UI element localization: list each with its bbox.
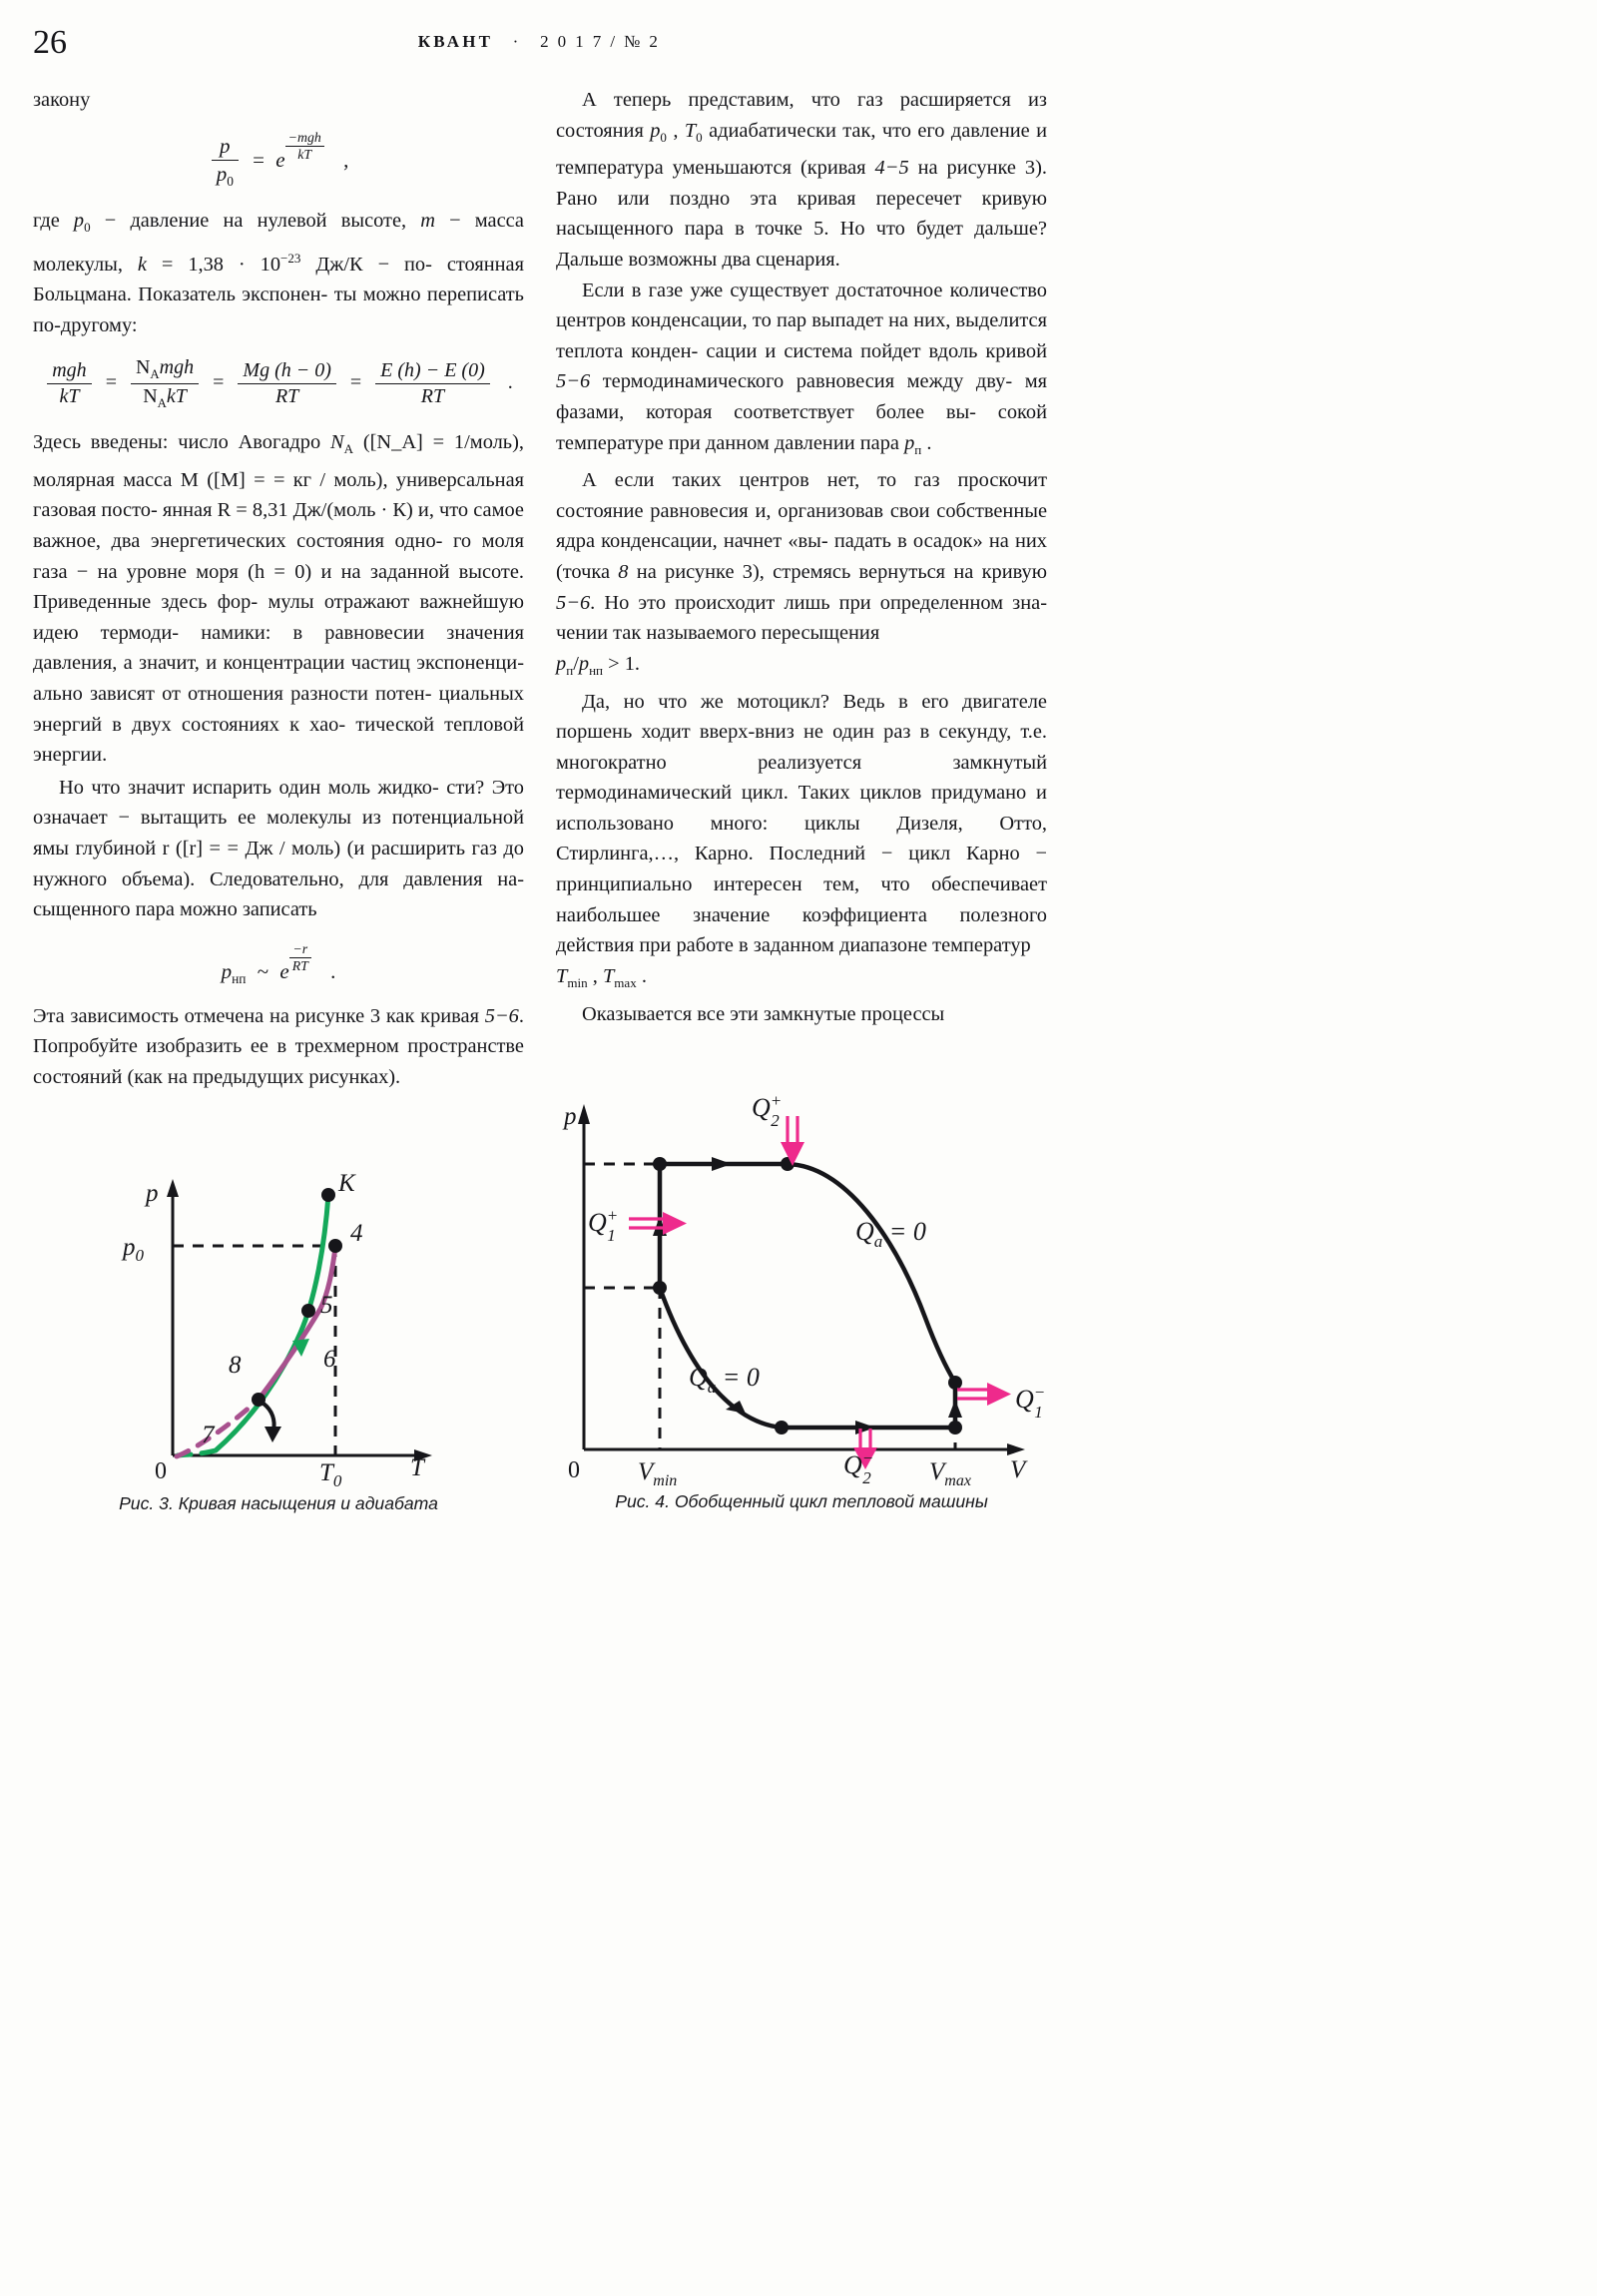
fig4-axis-y-label: p: [564, 1103, 577, 1130]
fig3-label-4: 4: [350, 1220, 363, 1247]
r4-T2: T: [602, 964, 615, 987]
r1-l1: А теперь представим, что газ расширяется: [582, 89, 1011, 111]
p2-l5: важное, два энергетических состояния одно-: [33, 529, 443, 552]
paragraph-avogadro: [33, 427, 524, 771]
fig3-label-K: K: [338, 1170, 355, 1197]
r3-l7: чении так называемого пересыщения: [556, 622, 880, 645]
r2-l7: сокой температуре при данном давлении: [556, 401, 1047, 454]
lead-word: закону: [33, 89, 91, 111]
masthead-dot: ·: [512, 32, 521, 51]
r1-l4b: на рисунке 3). Рано или поздно: [556, 157, 1047, 210]
p1-c: − масса молекулы,: [33, 209, 524, 276]
f2-eq1: =: [105, 371, 117, 394]
formula1-exp-sign: −: [287, 129, 297, 145]
r4-l3: раз в секунду, т.е. многократно реализуется: [556, 721, 1047, 774]
f3-exp-den: RT: [291, 957, 308, 973]
p3-l6: сыщенного пара можно записать: [33, 898, 317, 921]
f2-t4-den: RT: [420, 385, 445, 408]
p2-l13: тической тепловой энергии.: [33, 713, 524, 767]
figure-4-svg: [556, 1088, 1047, 1489]
r4-l6: циклы Дизеля, Отто, Стирлинга,…, Карно.: [556, 812, 1047, 865]
p1-p0-sub: 0: [84, 219, 91, 235]
r5-l1: Оказывается все эти замкнутые процессы: [582, 1002, 945, 1025]
fig4-arrow-isochore-down: [948, 1400, 962, 1418]
fig4-vertex-5: [948, 1421, 962, 1435]
fig3-tick-x-label: $T_0$: [319, 1459, 342, 1490]
r2-p: p: [904, 431, 915, 454]
r4-l2: двигателе поршень ходит вверх-вниз не один: [556, 690, 1047, 744]
p3-l5: объема). Следовательно, для давления на-: [121, 867, 524, 890]
p3-l1: Но что значит испарить один моль жидко-: [59, 776, 439, 799]
p2-l12: циальных энергий в двух состояниях к хао-: [33, 682, 524, 736]
paragraph-evaporation: [33, 773, 524, 925]
formula1-den-sub: 0: [227, 173, 234, 189]
fig4-arrow-isobar-left: [855, 1421, 875, 1435]
r3-l6: это происходит лишь при определенном зна-: [638, 591, 1047, 614]
r1-l2a: из состояния: [556, 89, 1047, 142]
r4-l5: циклов придумано и использовано много:: [556, 782, 1047, 835]
r2-l6: мя фазами, которая соответствует более вы-: [556, 370, 1047, 424]
p2-l8: мулы отражают важнейшую идею термоди-: [33, 591, 525, 644]
r1-l2b: ,: [666, 119, 685, 142]
fig4-adiabat-expansion: [788, 1164, 955, 1383]
paragraph-figure3-ref: [33, 1001, 524, 1093]
r1-p0-sub: 0: [660, 129, 667, 145]
p1-a: где: [33, 209, 74, 232]
r2-l4it: 5−6: [556, 370, 591, 393]
fig4-heat-arrow-q1minus: [957, 1383, 1011, 1406]
formula1-comma: ,: [343, 147, 349, 172]
right-column: [556, 85, 1047, 1029]
fig3-point-8: [252, 1393, 266, 1407]
r3-slash: /: [573, 652, 579, 675]
p1-exp: −23: [280, 250, 301, 266]
fig3-label-8: 8: [229, 1352, 242, 1379]
fig3-y-arrowhead: [167, 1179, 179, 1197]
p1-g: ты можно переписать по-другому:: [33, 283, 524, 336]
r2-l1: Если в газе уже существует достаточное: [582, 279, 943, 301]
document-page: [0, 0, 1078, 1550]
r3-l4a: падать в осадок» на них (точка: [556, 530, 1047, 584]
p2-l10: значит, и концентрации частиц экспоненци-: [139, 652, 525, 675]
r1-l6: пара в точке 5. Но что будет дальше? Дальше: [556, 218, 1047, 272]
r3-s2: нп: [589, 662, 604, 678]
f3-p: p: [221, 958, 233, 983]
p2-l3: = кг / моль), универсальная газовая посто-: [33, 468, 524, 522]
fig4-y-arrowhead: [578, 1104, 590, 1124]
p1-d: = 1,38 · 10: [146, 253, 281, 276]
r3-p1: p: [556, 652, 567, 675]
f2-t2-NA-sub: A: [150, 367, 160, 382]
f2-t2-NA: N: [135, 356, 151, 379]
p2-l4: янная R = 8,31 Дж/(моль · К) и, что самое: [162, 499, 524, 522]
paragraph-condensation-centers: [556, 276, 1047, 466]
f3-exp-sign: −: [292, 940, 302, 956]
r2-l2: количество центров конденсации, то пар: [556, 279, 1047, 332]
p2-NA: N: [329, 431, 344, 454]
formula-saturated-vapor: [33, 941, 524, 987]
r4-s2: max: [614, 974, 637, 990]
p2-l7: заданной высоте. Приведенные здесь фор-: [33, 560, 524, 614]
p2-l9: намики: в равновесии значения давления, а: [33, 621, 524, 675]
p4-l2a: кривая: [420, 1004, 485, 1027]
p2-l2: ([N_A] = 1/моль), молярная масса М ([М] =: [33, 431, 524, 491]
masthead-title: КВАНТ: [417, 32, 494, 51]
formula1-base: e: [275, 147, 285, 172]
paragraph-boltzmann: [33, 206, 524, 340]
f2-t1-num: mgh: [47, 359, 91, 384]
fig3-label-6: 6: [323, 1346, 336, 1373]
page-header: [0, 18, 1078, 62]
fig3-transition-arc: [264, 1404, 274, 1431]
p1-f: стоянная Больцмана. Показатель экспонен-: [33, 253, 524, 305]
f3-exp-num: r: [301, 940, 308, 956]
f2-t2-den-NA-sub: A: [157, 396, 167, 411]
f3-base: e: [279, 958, 289, 983]
r1-T0: T: [684, 119, 697, 142]
fig3-label-7: 7: [202, 1422, 215, 1448]
fig4-origin-label: 0: [568, 1457, 580, 1483]
formula-exponent-chain: [33, 356, 524, 411]
paragraph-cycles: [556, 687, 1047, 999]
fig3-origin-label: 0: [155, 1458, 167, 1484]
r3-l3: собственные ядра конденсации, начнет «вы-: [556, 499, 1047, 553]
figure-3-svg: [33, 1161, 524, 1490]
fig4-tick-vmax: $V_{max}$: [929, 1458, 971, 1489]
f2-t3-den: RT: [274, 385, 299, 408]
f2-period: .: [507, 371, 513, 394]
p1-p0: p: [73, 209, 85, 232]
p1-b: − давление на нулевой высоте,: [90, 209, 421, 232]
r2-p-sub: п: [914, 441, 922, 457]
fig4-label-qa-bottom: $Q_a = 0$: [689, 1363, 760, 1397]
r3-l4b: на рисунке: [628, 561, 735, 584]
fig3-axis-x-label: T: [410, 1454, 424, 1481]
r4-T1: T: [556, 964, 568, 987]
r4-s1: min: [567, 974, 588, 990]
p1-k: k: [137, 253, 147, 276]
p1-e: Дж/К − по-: [300, 253, 432, 276]
r1-l7: возможны два сценария.: [628, 249, 840, 272]
fig4-axis-x-label: V: [1010, 1456, 1026, 1483]
fig4-label-q2minus: Q− 2: [843, 1448, 874, 1487]
figure-3: [33, 1161, 524, 1514]
left-column: [33, 85, 524, 1093]
f2-t2-num-rest: mgh: [159, 356, 195, 379]
paragraph-closed-processes: [556, 999, 1047, 1030]
p4-l2b: . Попробуйте изобразить ее в: [33, 1004, 524, 1058]
fig3-adiabat-curve: [259, 1247, 335, 1400]
formula-barometric: [33, 130, 524, 190]
f3-p-sub: нп: [232, 970, 247, 986]
r3-rest: > 1.: [603, 652, 641, 675]
r2-l4a: сации и система пойдет вдоль кривой: [706, 339, 1048, 362]
fig4-arrow-isobar-right: [712, 1157, 732, 1171]
fig3-point-4: [328, 1239, 342, 1253]
fig4-vertex-6: [775, 1421, 789, 1435]
masthead-issue: 2 0 1 7 / № 2: [540, 32, 661, 51]
fig4-label-q2plus: Q+ 2: [752, 1091, 783, 1130]
r1-l4a: (кривая: [799, 157, 875, 180]
p4-l3: трехмерном пространстве состояний (как на: [33, 1035, 524, 1089]
r3-l5it: 5−6: [556, 591, 591, 614]
f2-t1-den: kT: [59, 385, 80, 408]
fig4-label-qa-top: $Q_a = 0$: [855, 1217, 926, 1251]
figure-3-caption: Рис. 3. Кривая насыщения и адиабата: [119, 1493, 438, 1513]
paragraph-adiabatic-expansion: [556, 85, 1047, 276]
p1-m: m: [420, 209, 435, 232]
r1-p0: p: [650, 119, 661, 142]
p2-l6: го моля газа − на уровне моря (h = 0) и на: [33, 529, 524, 583]
r4-l1: Да, но что же мотоцикл? Ведь в его: [582, 690, 949, 713]
r3-l5a: 3), стремясь вернуться на кривую: [742, 561, 1047, 584]
fig3-label-5: 5: [320, 1292, 333, 1319]
r4-l10: при работе в заданном диапазоне температур: [639, 934, 1031, 957]
f2-t2-den-NA: N: [143, 385, 158, 408]
r2-l8b: .: [921, 431, 932, 454]
fig3-transition-arrowhead: [265, 1427, 281, 1442]
r3-s1: п: [566, 662, 574, 678]
fig3-tick-y-label: $p_0$: [123, 1234, 144, 1265]
r3-l1: А если таких центров нет, то газ проскочит: [582, 469, 1047, 492]
p2-l1a: Здесь введены: число Авогадро: [33, 431, 330, 454]
r3-l4it: 8: [618, 561, 629, 584]
fig4-label-q1plus: Q+ 1: [588, 1206, 619, 1245]
r3-p2: p: [578, 652, 590, 675]
r4-l7: Последний − цикл Карно − принципиально: [556, 843, 1048, 896]
f3-period: .: [330, 958, 336, 983]
fig3-point-K: [321, 1188, 335, 1202]
p3-l3: из потенциальной ямы глубиной r ([r] =: [33, 807, 524, 860]
f2-t3-num: Mg (h − 0): [238, 359, 335, 384]
fig4-adiabat-compression: [660, 1288, 782, 1428]
r4-c: ,: [587, 964, 603, 987]
p3-l4: = Дж / моль) (и расширить газ до нужного: [33, 837, 524, 890]
formula1-numerator: p: [212, 134, 239, 161]
r4-end: .: [636, 964, 647, 987]
figure-4-caption: Рис. 4. Обобщенный цикл тепловой машины: [615, 1491, 988, 1511]
f2-eq2: =: [213, 371, 225, 394]
r3-l2: состояние равновесия и, организовав свои: [556, 499, 930, 522]
page-number: 26: [33, 24, 67, 61]
formula1-equals: =: [253, 147, 265, 172]
paragraph-supersaturation: [556, 465, 1047, 686]
p2-NA-sub: A: [343, 441, 354, 457]
p4-l1: Эта зависимость отмечена на рисунке 3 как: [33, 1004, 415, 1027]
r1-l5: эта кривая пересечет кривую насыщенного: [556, 187, 1047, 241]
formula1-denominator: p: [216, 161, 228, 186]
f2-eq3: =: [349, 371, 362, 394]
r2-l8a: пара: [859, 431, 905, 454]
p2-l11: ально зависят от отношения разности потен-: [33, 682, 432, 705]
r2-l5: термодинамического равновесия между дву-: [602, 370, 1013, 393]
fig3-axis-y-label: p: [146, 1180, 159, 1207]
masthead: [0, 32, 1078, 52]
r4-l9: значение коэффициента полезного действия: [556, 903, 1047, 957]
figure-4: [556, 1088, 1047, 1512]
r2-l3: выпадет на них, выделится теплота конден-: [556, 309, 1047, 362]
r1-l2c: адиабатически так, что: [702, 119, 911, 142]
fig4-vertex-4: [948, 1376, 962, 1390]
r1-l3: его давление и температура уменьшаются: [556, 119, 1048, 180]
fig4-label-q1minus: Q− 1: [1015, 1383, 1046, 1422]
fig4-tick-vmin: $V_{min}$: [638, 1458, 678, 1489]
f2-t4-num: E (h) − E (0): [375, 359, 490, 384]
r3-l5b: . Но: [590, 591, 630, 614]
f2-t2-den-rest: kT: [166, 385, 187, 408]
p4-l4: предыдущих рисунках).: [192, 1066, 401, 1089]
fig4-x-arrowhead: [1007, 1443, 1025, 1455]
r4-l4: замкнутый термодинамический цикл. Таких: [556, 751, 1047, 805]
p3-l2: сти? Это означает − вытащить ее молекулы: [33, 776, 524, 830]
fig3-point-5: [301, 1304, 315, 1318]
r1-T0-sub: 0: [696, 129, 703, 145]
fig4-vertex-1: [653, 1281, 667, 1295]
r1-l4it: 4−5: [874, 157, 909, 180]
r4-l8: интересен тем, что обеспечивает наибольшее: [556, 873, 1047, 926]
p4-l2it: 5−6: [484, 1004, 519, 1027]
formula1-exp-num: mgh: [296, 129, 321, 145]
f3-sim: ~: [257, 958, 269, 983]
formula1-exp-den: kT: [297, 146, 312, 162]
fig4-vertex-2: [653, 1157, 667, 1171]
